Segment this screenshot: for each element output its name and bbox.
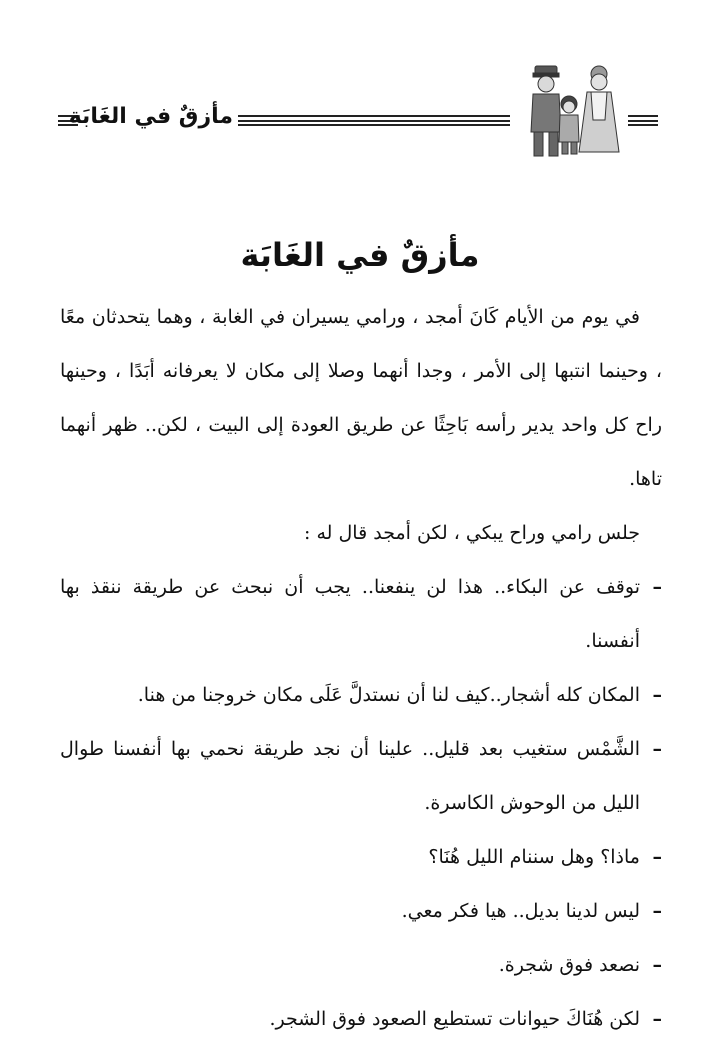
dialog-text: لكن هُنَاكَ حيوانات تستطيع الصعود فوق الشجر. [269,1008,640,1030]
page-header [0,60,720,160]
dialog-line [60,668,662,722]
dialog-text: ماذا؟ وهل سننام الليل هُنَا؟ [428,846,640,868]
dialog-text: الشَّمْس ستغيب بعد قليل.. علينا أن نجد طريقة نحمي بها أنفسنا طوال الليل من الوحوش الكاسرة. [60,738,640,814]
header-rule-right [628,115,658,126]
story-title: مأزقٌ في الغَابَة [240,236,480,275]
dialog-dash: – [652,1008,662,1030]
children-figures [559,96,579,154]
dialog-text: نصعد فوق شجرة. [498,954,640,976]
header-rule-middle [238,115,510,126]
dialog-line [60,830,662,884]
woman-figure [579,66,619,152]
dialog-dash: – [652,954,662,976]
story-body [60,290,662,1046]
policeman-figure [531,66,561,156]
dialog-line [60,938,662,992]
dialog-line [60,992,662,1046]
dialog-text: توقف عن البكاء.. هذا لن ينفعنا.. يجب أن نبحث عن طريقة ننقذ بها أنفسنا. [60,576,640,652]
dialog-dash: – [652,576,662,598]
dialog-dash: – [652,846,662,868]
dialog-line [60,722,662,830]
dialog-line [60,560,662,668]
dialog-dash: – [652,900,662,922]
story-paragraph: في يوم من الأيام كَانَ أمجد ، ورامي يسيران في الغابة ، وهما يتحدثان معًا ، وحينما انتبها إلى الأمر ، وجدا أنهما وصلا إلى مكان لا يعرفانه أبَدًا ، وحينها راح كل واحد يدير رأسه بَاحِثًا عن طريق العودة إلى البيت ، لكن.. ظهر أنهما تاها. [60,306,662,490]
dialog-dash: – [652,738,662,760]
dialog-text: المكان كله أشجار..كيف لنا أن نستدلَّ عَلَى مكان خروجنا من هنا. [137,684,640,706]
story-paragraph: جلس رامي وراح يبكي ، لكن أمجد قال له : [304,522,640,544]
header-title: مأزقٌ في الغَابَة [68,104,233,129]
dialog-dash: – [652,684,662,706]
characters-illustration [515,60,625,160]
dialog-line [60,884,662,938]
dialog-text: ليس لدينا بديل.. هيا فكر معي. [401,900,640,922]
